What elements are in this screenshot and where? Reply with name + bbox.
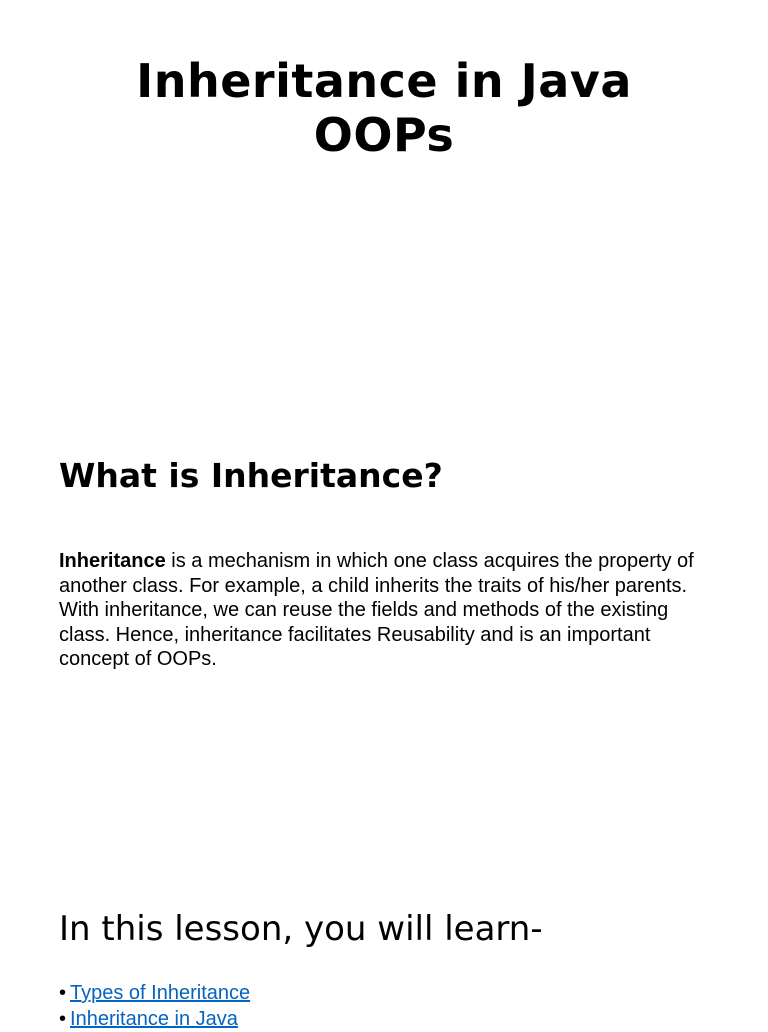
link-inheritance-in-java[interactable]: Inheritance in Java bbox=[70, 1008, 238, 1030]
list-item bbox=[59, 1006, 250, 1032]
title-line-1: Inheritance in Java bbox=[136, 54, 632, 108]
definition-paragraph bbox=[59, 549, 719, 672]
paragraph-text: is a mechanism in which one class acquires the property of another class. For example, a child inherits the traits of his/her parents. With inheritance, we can reuse the fields and methods of the existing class. Hence, inheritance facilitates Reusability and is an important concept of OOPs. bbox=[59, 550, 694, 670]
title-line-2: OOPs bbox=[313, 108, 455, 162]
list-item bbox=[59, 980, 250, 1006]
section-heading: What is Inheritance? bbox=[59, 456, 443, 495]
lesson-heading: In this lesson, you will learn- bbox=[59, 909, 543, 949]
bullet: • bbox=[59, 1008, 67, 1030]
lesson-list bbox=[59, 980, 250, 1032]
link-types-of-inheritance[interactable]: Types of Inheritance bbox=[70, 982, 251, 1004]
document-title bbox=[0, 54, 768, 162]
bullet: • bbox=[59, 982, 67, 1004]
bold-term: Inheritance bbox=[59, 550, 166, 572]
